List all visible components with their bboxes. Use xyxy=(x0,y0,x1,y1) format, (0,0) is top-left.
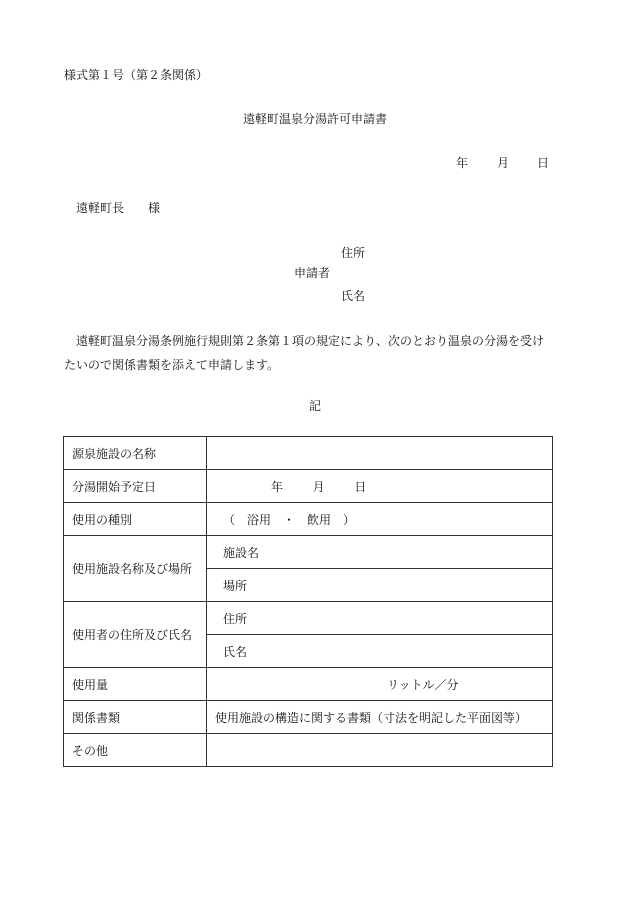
table-row xyxy=(64,602,553,635)
start-date-month: 月 xyxy=(312,479,325,494)
applicant-address-label: 住所 xyxy=(341,246,366,260)
table-row xyxy=(64,668,553,701)
documents-label: 関係書類 xyxy=(64,701,207,734)
table-row xyxy=(64,734,553,767)
user-address-field[interactable]: 住所 xyxy=(207,602,553,635)
ki-heading: 記 xyxy=(308,399,321,413)
start-date-field[interactable] xyxy=(207,470,553,503)
start-date-year: 年 xyxy=(271,479,284,494)
user-label: 使用者の住所及び氏名 xyxy=(64,602,207,668)
table-row xyxy=(64,503,553,536)
document-title: 遠軽町温泉分湯許可申請書 xyxy=(242,112,387,126)
use-type-label: 使用の種別 xyxy=(64,503,207,536)
amount-label: 使用量 xyxy=(64,668,207,701)
table-row xyxy=(64,701,553,734)
table-row xyxy=(64,536,553,569)
table-row xyxy=(64,437,553,470)
facility-name-field[interactable]: 施設名 xyxy=(207,536,553,569)
use-type-field[interactable]: （ 浴用 ・ 飲用 ） xyxy=(207,503,553,536)
amount-field[interactable]: リットル／分 xyxy=(207,668,553,701)
applicant-label: 申請者 xyxy=(294,266,331,280)
table-row xyxy=(64,470,553,503)
date-day-label: 日 xyxy=(537,156,550,170)
date-year-label: 年 xyxy=(456,156,469,170)
date-month-label: 月 xyxy=(497,156,510,170)
user-name-field[interactable]: 氏名 xyxy=(207,635,553,668)
date-line xyxy=(0,154,630,170)
start-date-day: 日 xyxy=(354,479,367,494)
other-field[interactable] xyxy=(207,734,553,767)
application-statement: 遠軽町温泉分湯条例施行規則第２条第１項の規定により、次のとおり温泉の分湯を受けたいので関係書類を添えて申請します。 xyxy=(64,334,545,372)
source-facility-label: 源泉施設の名称 xyxy=(64,437,207,470)
start-date-label: 分湯開始予定日 xyxy=(64,470,207,503)
applicant-name-label: 氏名 xyxy=(341,289,366,303)
facility-location-field[interactable]: 場所 xyxy=(207,569,553,602)
documents-field[interactable]: 使用施設の構造に関する書類（寸法を明記した平面図等） xyxy=(207,701,553,734)
facility-label: 使用施設名称及び場所 xyxy=(64,536,207,602)
application-table xyxy=(63,436,553,767)
form-number: 様式第１号（第２条関係） xyxy=(64,68,209,82)
addressee: 遠軽町長 様 xyxy=(76,201,161,215)
other-label: その他 xyxy=(64,734,207,767)
source-facility-field[interactable] xyxy=(207,437,553,470)
